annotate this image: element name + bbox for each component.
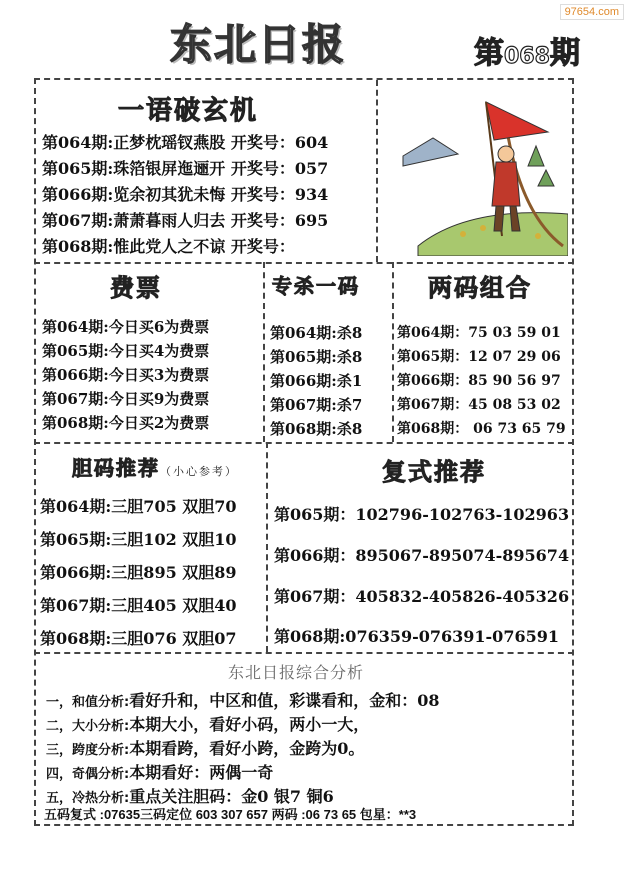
riddle-row-068: 第068期:惟此党人之不谅 开奖号：	[42, 237, 295, 256]
issue-suffix: 期	[549, 36, 580, 71]
feipiao-row-065: 第065期:今日买4为费票	[42, 342, 210, 360]
divider-riddle-illustration	[376, 80, 378, 262]
issue-number-value: 068	[504, 44, 550, 69]
divider-3	[34, 652, 574, 654]
liangma-row-065: 第065期：12 07 29 06	[397, 349, 561, 365]
feipiao-title: 费票	[110, 273, 162, 302]
divider-danma-fushi	[266, 442, 268, 652]
fushi-row-068: 第068期:076359-076391-076591	[274, 627, 559, 646]
riddle-row-064: 第064期:正梦枕瑶钗燕股 开奖号：604	[42, 133, 329, 152]
zhuansha-row-065: 第065期:杀8	[270, 348, 363, 366]
divider-1	[34, 262, 574, 264]
analysis-label: 一，和值分析:	[46, 695, 130, 710]
zhuansha-title: 专杀一码	[272, 274, 360, 298]
analysis-text: 本期看好：两偶一奇	[129, 763, 274, 782]
danma-row-064: 第064期:三胆705 双胆70	[40, 497, 237, 516]
danma-title-text: 胆码推荐	[72, 456, 160, 480]
riddle-title: 一语破玄机	[118, 96, 259, 126]
liangma-row-066: 第066期：85 90 56 97	[397, 373, 561, 389]
analysis-item-daxiao	[46, 712, 369, 735]
riddle-row-065: 第065期:珠箔银屏迤逦开 开奖号：057	[42, 159, 329, 178]
zhuansha-row-064: 第064期:杀8	[270, 324, 363, 342]
analysis-text: 重点关注胆码：金0 银7 铜6	[129, 787, 334, 806]
fushi-row-065: 第065期：102796-102763-102963	[274, 505, 570, 524]
analysis-label: 五，冷热分析:	[46, 791, 130, 806]
issue-number	[474, 28, 580, 72]
danma-row-068: 第068期:三胆076 双胆07	[40, 629, 237, 648]
danma-title	[72, 452, 238, 481]
analysis-item-hezhi	[46, 688, 439, 711]
analysis-footer: 五码复式 :07635三码定位 603 307 657 两码 :06 73 65 包星：**3	[44, 807, 417, 822]
flag-bearer-illustration	[398, 96, 568, 256]
riddle-row-067: 第067期:萧萧暮雨人归去 开奖号：695	[42, 211, 329, 230]
danma-row-066: 第066期:三胆895 双胆89	[40, 563, 237, 582]
analysis-text: 本期大小，看好小码，两小一大，	[129, 715, 370, 734]
liangma-title: 两码组合	[428, 273, 532, 302]
fushi-row-067: 第067期：405832-405826-405326	[274, 587, 570, 606]
danma-row-067: 第067期:三胆405 双胆40	[40, 596, 237, 615]
issue-prefix: 第	[474, 36, 504, 71]
liangma-row-068: 第068期： 06 73 65 79	[397, 421, 566, 437]
feipiao-row-064: 第064期:今日买6为费票	[42, 318, 210, 336]
site-watermark: 97654.com	[560, 4, 624, 20]
feipiao-row-067: 第067期:今日买9为费票	[42, 390, 210, 408]
divider-2	[34, 442, 574, 444]
fushi-title: 复式推荐	[382, 457, 486, 486]
liangma-row-064: 第064期：75 03 59 01	[397, 325, 561, 341]
divider-feipiao-zhuansha	[263, 262, 265, 442]
danma-note: （小心参考）	[160, 465, 238, 478]
zhuansha-row-067: 第067期:杀7	[270, 396, 363, 414]
zhuansha-row-068: 第068期:杀8	[270, 420, 363, 438]
zhuansha-row-066: 第066期:杀1	[270, 372, 363, 390]
feipiao-row-066: 第066期:今日买3为费票	[42, 366, 210, 384]
fushi-row-066: 第066期：895067-895074-895674	[274, 546, 570, 565]
analysis-text: 本期看跨，看好小跨，金跨为0。	[129, 739, 365, 758]
analysis-text: 看好升和，中区和值，彩谍看和，金和：08	[129, 691, 440, 710]
masthead-title: 东北日报	[170, 20, 347, 69]
feipiao-row-068: 第068期:今日买2为费票	[42, 414, 210, 432]
analysis-title: 东北日报综合分析	[228, 663, 365, 682]
analysis-item-jiou	[46, 760, 273, 783]
analysis-item-kuadu	[46, 736, 364, 759]
danma-row-065: 第065期:三胆102 双胆10	[40, 530, 237, 549]
divider-zhuansha-liangma	[392, 262, 394, 442]
liangma-row-067: 第067期：45 08 53 02	[397, 397, 561, 413]
analysis-label: 二，大小分析:	[46, 719, 130, 734]
analysis-label: 四，奇偶分析:	[46, 767, 130, 782]
riddle-row-066: 第066期:览余初其犹未悔 开奖号：934	[42, 185, 329, 204]
analysis-label: 三，跨度分析:	[46, 743, 130, 758]
